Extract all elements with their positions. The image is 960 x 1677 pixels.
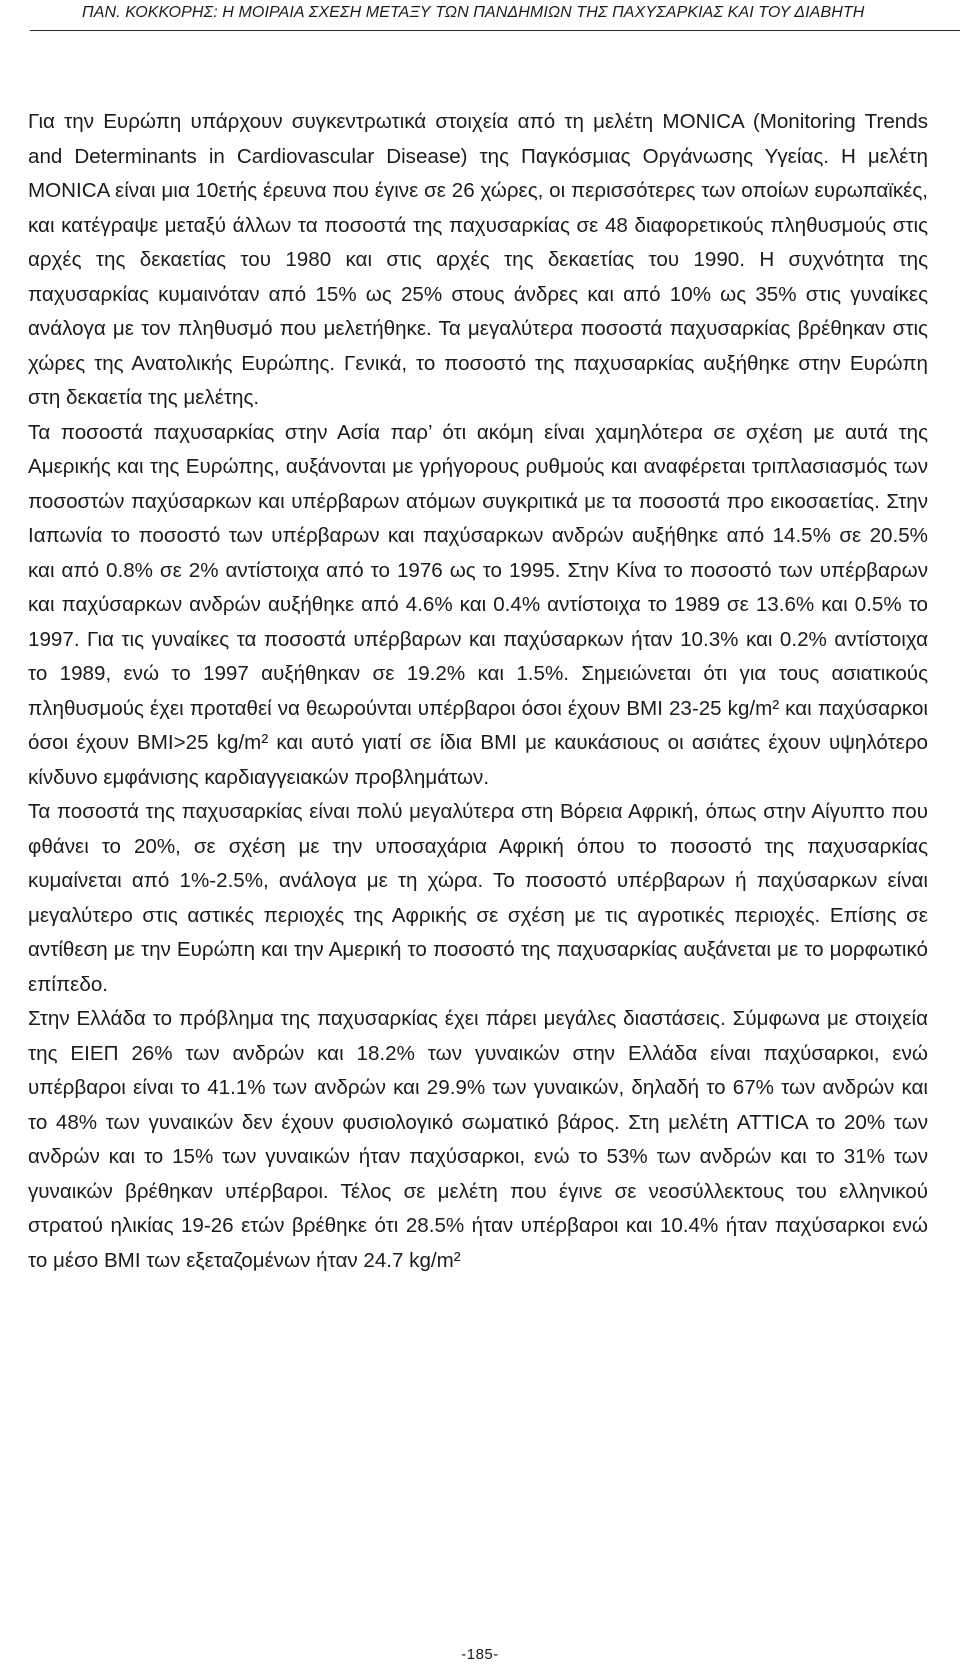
paragraph-africa: Τα ποσοστά της παχυσαρκίας είναι πολύ μεγαλύτερα στη Βόρεια Αφρική, όπως στην Αίγυπτο που φθάνει το 20%, σε σχέση με την υποσαχάρια Αφρική όπου το ποσοστό της παχυσαρκίας κυμαίνεται από 1%-2.5%, ανάλογα με τη χώρα. Το ποσοστό υπέρβαρων ή παχύσαρκων είναι μεγαλύτερο στις αστικές περιοχές της Αφρικής σε σχέση με τις αγροτικές περιοχές. Επίσης σε αντίθεση με την Ευρώπη και την Αμερική το ποσοστό της παχυσαρκίας αυξάνεται με το μορφωτικό επίπεδο.	[28, 800, 928, 996]
page-number: -185-	[461, 1646, 499, 1663]
header-rule	[30, 30, 960, 31]
article-body	[28, 105, 928, 1278]
paragraph-greece: Στην Ελλάδα το πρόβλημα της παχυσαρκίας έχει πάρει μεγάλες διαστάσεις. Σύμφωνα με στοιχεία της ΕΙΕΠ 26% των ανδρών και 18.2% των γυναικών στην Ελλάδα είναι παχύσαρκοι, ενώ υπέρβαροι είναι το 41.1% των ανδρών και 29.9% των γυναικών, δηλαδή το 67% των ανδρών και το 48% των γυναικών δεν έχουν φυσιολογικό σωματικό βάρος. Στη μελέτη ATTICA το 20% των ανδρών και το 15% των γυναικών ήταν παχύσαρκοι, ενώ το 53% των ανδρών και το 31% των γυναικών βρέθηκαν υπέρβαροι. Τέλος σε μελέτη που έγινε σε νεοσύλλεκτους του ελληνικού στρατού ηλικίας 19-26 ετών βρέθηκε ότι 28.5% ήταν υπέρβαροι και 10.4% ήταν παχύσαρκοι ενώ το μέσο BMI των εξεταζομένων ήταν 24.7 kg/m²	[28, 1007, 928, 1272]
paragraph-asia: Τα ποσοστά παχυσαρκίας στην Ασία παρ’ ότι ακόμη είναι χαμηλότερα σε σχέση με αυτά της Αμερικής και της Ευρώπης, αυξάνονται με γρήγορους ρυθμούς και αναφέρεται τριπλασιασμός των ποσοστών παχύσαρκων και υπέρβαρων ατόμων συγκριτικά με τα ποσοστά προ εικοσαετίας. Στην Ιαπωνία το ποσοστό των υπέρβαρων και παχύσαρκων ανδρών αυξήθηκε από 14.5% σε 20.5% και από 0.8% σε 2% αντίστοιχα από το 1976 ως το 1995. Στην Κίνα το ποσοστό των υπέρβαρων και παχύσαρκων ανδρών αυξήθηκε από 4.6% και 0.4% αντίστοιχα το 1989 σε 13.6% και 0.5% το 1997. Για τις γυναίκες τα ποσοστά υπέρβαρων και παχύσαρκων ήταν 10.3% και 0.2% αντίστοιχα το 1989, ενώ το 1997 αυξήθηκαν σε 19.2% και 1.5%. Σημειώνεται ότι για τους ασιατικούς πληθυσμούς έχει προταθεί να θεωρούνται υπέρβαροι όσοι έχουν BMI 23-25 kg/m² και παχύσαρκοι όσοι έχουν BMI>25 kg/m² και αυτό γιατί σε ίδια BMI με καυκάσιους οι ασιάτες έχουν υψηλότερο κίνδυνο εμφάνισης καρδιαγγειακών προβλημάτων.	[28, 420, 928, 789]
running-header: ΠΑΝ. ΚΟΚΚΟΡΗΣ: Η ΜΟΙΡΑΙΑ ΣΧΕΣΗ ΜΕΤΑΞΥ ΤΩΝ ΠΑΝΔΗΜΙΩΝ ΤΗΣ ΠΑΧΥΣΑΡΚΙΑΣ ΚΑΙ ΤΟΥ ΔΙΑΒΗΤΗ	[82, 4, 865, 21]
paragraph-europe-monica: Για την Ευρώπη υπάρχουν συγκεντρωτικά στοιχεία από τη μελέτη MONICA (Monitoring Trends and Determinants in Cardiovascular Disease) της Παγκόσμιας Οργάνωσης Υγείας. Η μελέτη MONICA είναι μια 10ετής έρευνα που έγινε σε 26 χώρες, οι περισσότερες των οποίων ευρωπαϊκές, και κατέγραψε μεταξύ άλλων τα ποσοστά της παχυσαρκίας σε 48 διαφορετικούς πληθυσμούς στις αρχές της δεκαετίας του 1980 και στις αρχές της δεκαετίας του 1990. Η συχνότητα της παχυσαρκίας κυμαινόταν από 15% ως 25% στους άνδρες και από 10% ως 35% στις γυναίκες ανάλογα με τον πληθυσμό που μελετήθηκε. Τα μεγαλύτερα ποσοστά παχυσαρκίας βρέθηκαν στις χώρες της Ανατολικής Ευρώπης. Γενικά, το ποσοστό της παχυσαρκίας αυξήθηκε στην Ευρώπη στη δεκαετία της μελέτης.	[28, 110, 928, 409]
